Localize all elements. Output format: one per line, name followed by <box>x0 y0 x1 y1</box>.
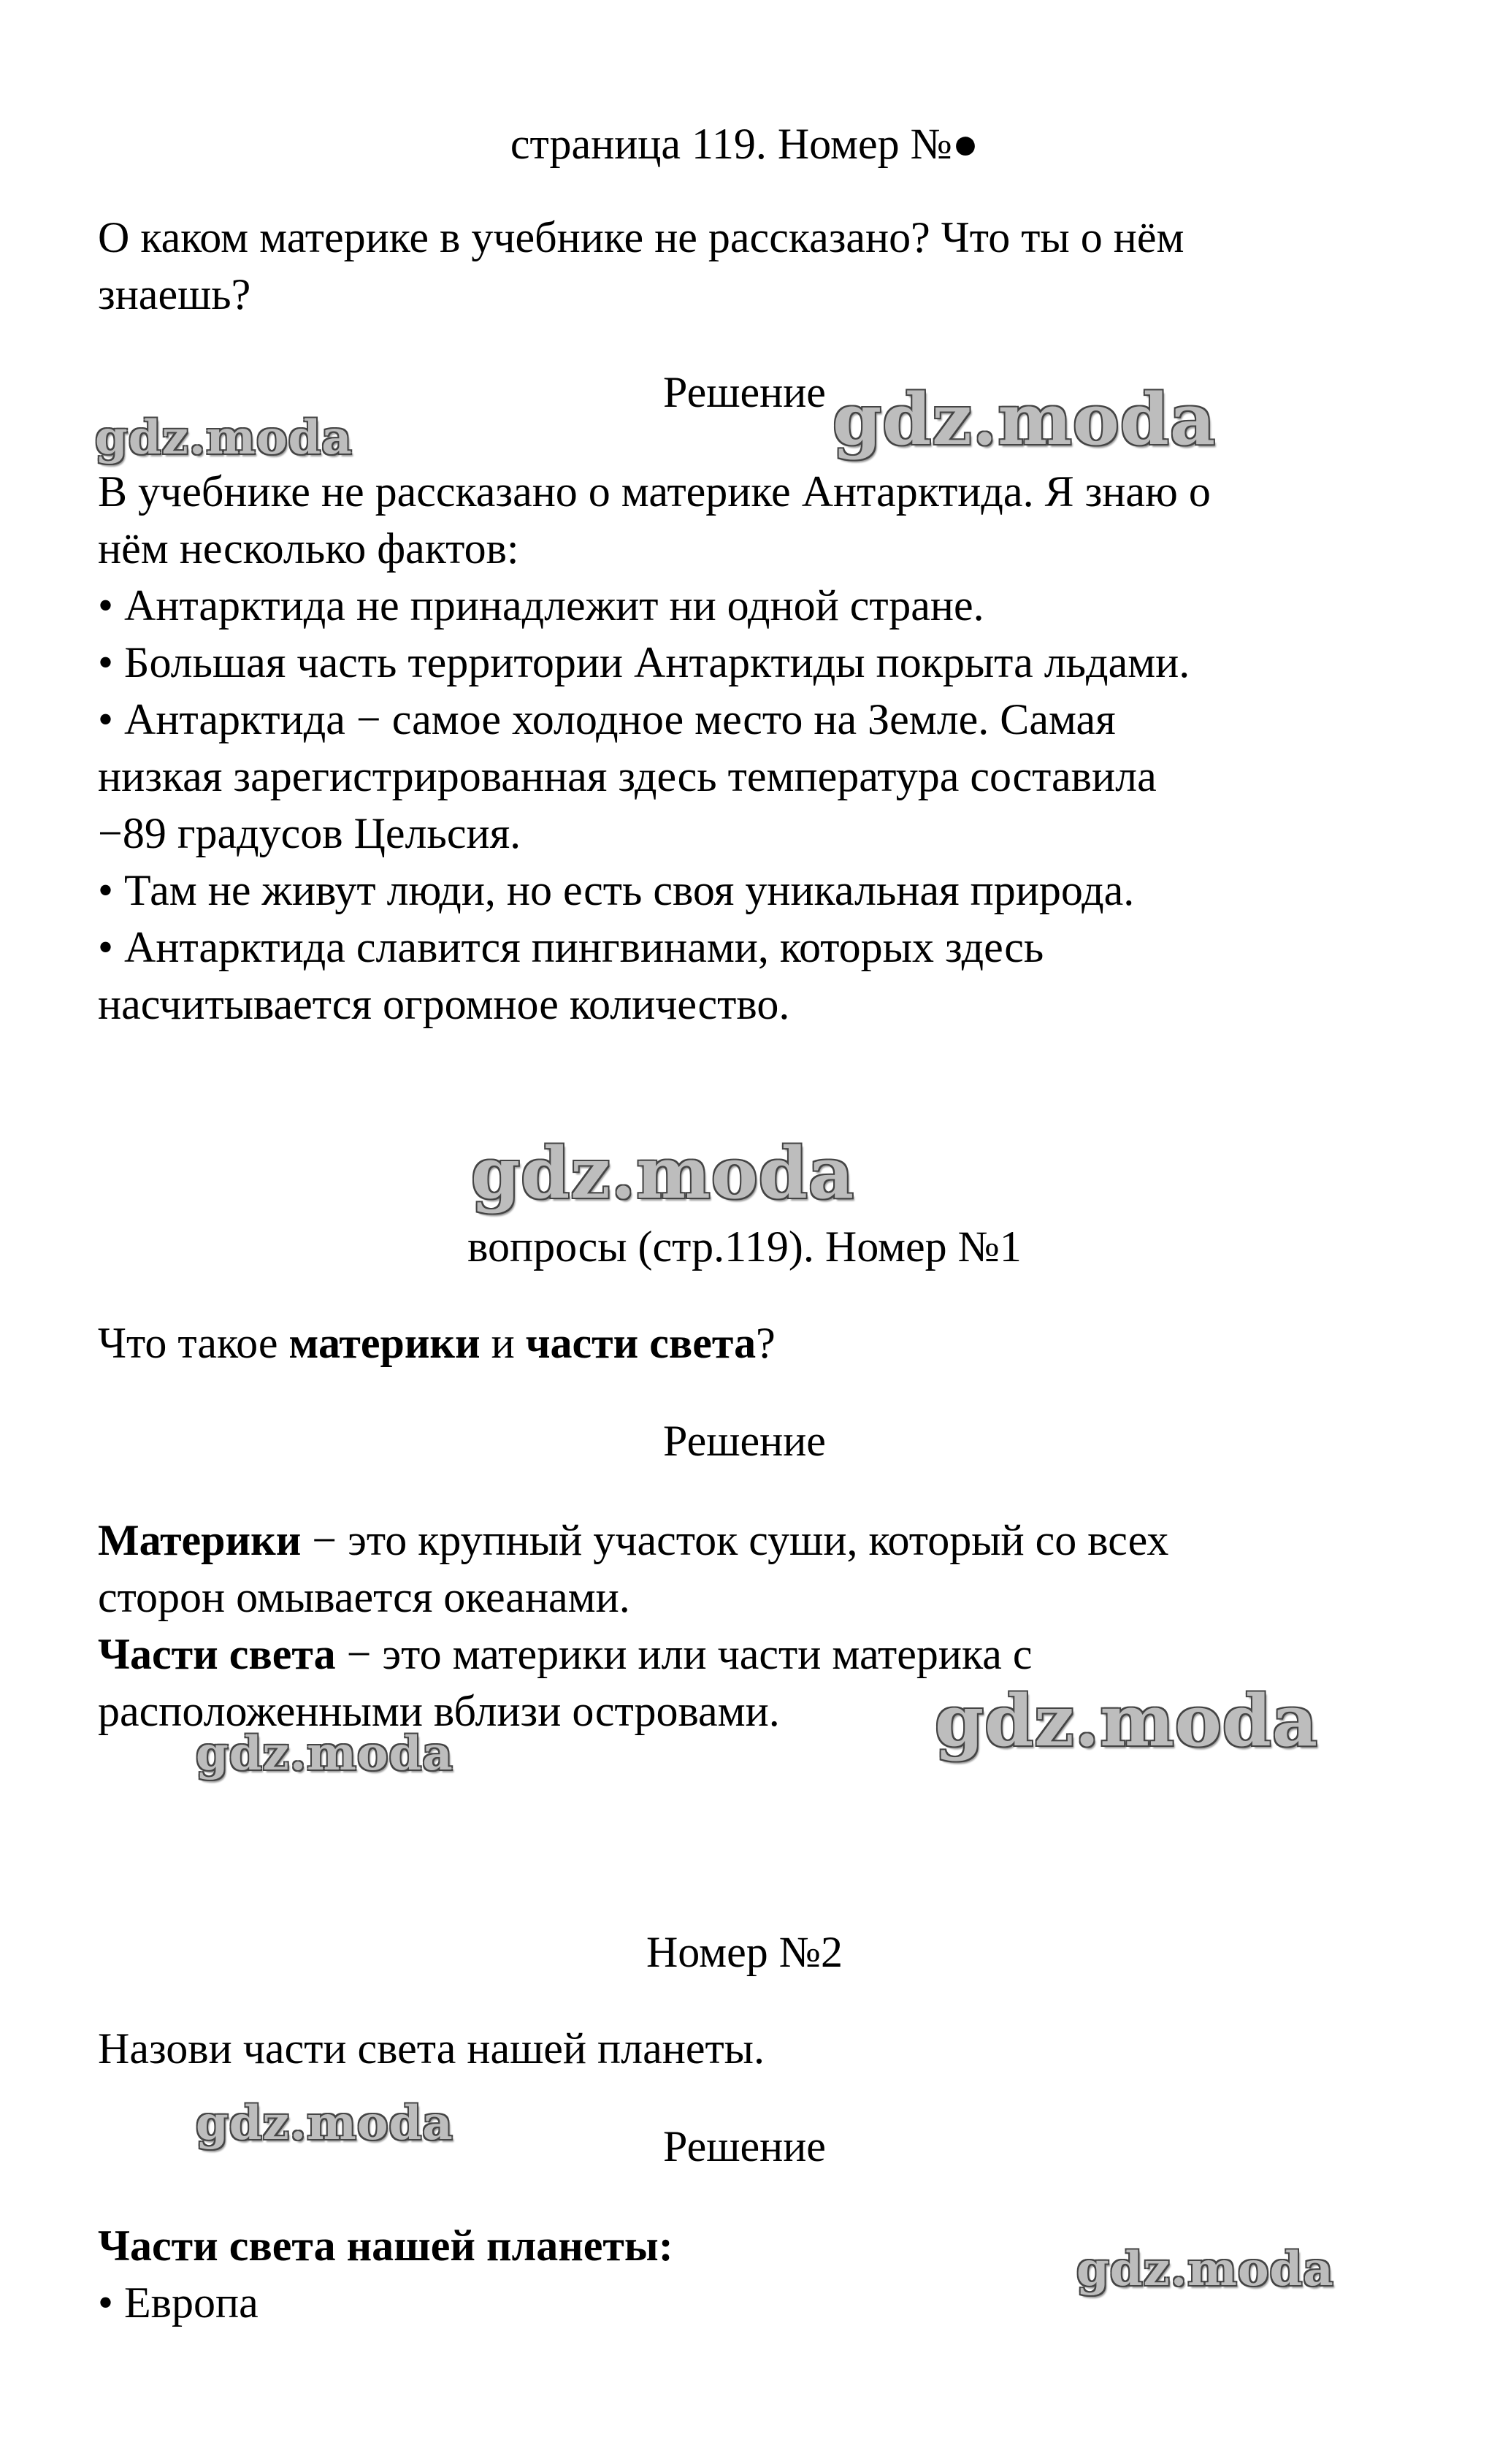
answer-definition-part: − это материки или части материка с <box>335 1630 1033 1678</box>
task3-title: Номер №2 <box>646 1928 843 1976</box>
task2-title: вопросы (стр.119). Номер №1 <box>467 1223 1022 1271</box>
task2-answer-line-1 <box>98 1512 1168 1569</box>
task1-answer-line-6: низкая зарегистрированная здесь температура составила <box>98 752 1157 800</box>
task2-answer-line-4: расположенными вблизи островами. <box>98 1687 780 1735</box>
task2-answer-line-2: сторон омывается океанами. <box>98 1573 630 1621</box>
task1-question-line-2: знаешь? <box>98 270 251 318</box>
watermark-logo: gdz.moda <box>832 378 1217 461</box>
task1-answer-line-5: • Антарктида − самое холодное место на Земле. Самая <box>98 695 1116 743</box>
task1-answer-line-1: В учебнике не рассказано о материке Антарктида. Я знаю о <box>98 467 1211 516</box>
task1-solution-label: Решение <box>663 368 826 416</box>
task3-answer-item: • Европа <box>98 2279 259 2327</box>
task2-question-part: и <box>480 1319 526 1367</box>
task1-question-line-1: О каком материке в учебнике не рассказано? Что ты о нём <box>98 213 1184 261</box>
task3-question: Назови части света нашей планеты. <box>98 2024 765 2073</box>
task1-answer-line-7: −89 градусов Цельсия. <box>98 809 521 857</box>
task2-question-part: ? <box>756 1319 776 1367</box>
task2-answer-line-3 <box>98 1626 1032 1683</box>
task1-answer-line-8: • Там не живут люди, но есть своя уникальная природа. <box>98 866 1135 914</box>
term-continents: материки <box>288 1319 481 1367</box>
page-title: страница 119. Номер №● <box>510 120 979 168</box>
term-parts-of-world: части света <box>525 1319 757 1367</box>
task1-answer-line-9: • Антарктида славится пингвинами, которых здесь <box>98 923 1044 971</box>
answer-definition-part: − это крупный участок суши, который со всех <box>301 1516 1169 1564</box>
task1-answer-line-4: • Большая часть территории Антарктиды покрыта льдами. <box>98 638 1190 686</box>
task2-question-part: Что такое <box>98 1319 289 1367</box>
task2-solution-label: Решение <box>663 1417 826 1465</box>
task2-question <box>98 1315 776 1371</box>
watermark-logo: gdz.moda <box>196 1726 453 1781</box>
answer-term-continents: Материки <box>98 1516 302 1564</box>
answer-term-parts-of-world: Части света <box>98 1630 336 1678</box>
task1-answer-line-10: насчитывается огромное количество. <box>98 980 790 1028</box>
watermark-logo: gdz.moda <box>196 2096 453 2151</box>
task1-answer-line-2: нём несколько фактов: <box>98 524 519 573</box>
task3-solution-label: Решение <box>663 2122 826 2170</box>
watermark-logo: gdz.moda <box>1076 2242 1334 2297</box>
watermark-logo: gdz.moda <box>935 1680 1319 1762</box>
task1-answer-line-3: • Антарктида не принадлежит ни одной стране. <box>98 581 984 630</box>
task3-answer-heading: Части света нашей планеты: <box>98 2222 673 2270</box>
watermark-logo: gdz.moda <box>95 410 353 465</box>
watermark-logo: gdz.moda <box>471 1132 855 1214</box>
